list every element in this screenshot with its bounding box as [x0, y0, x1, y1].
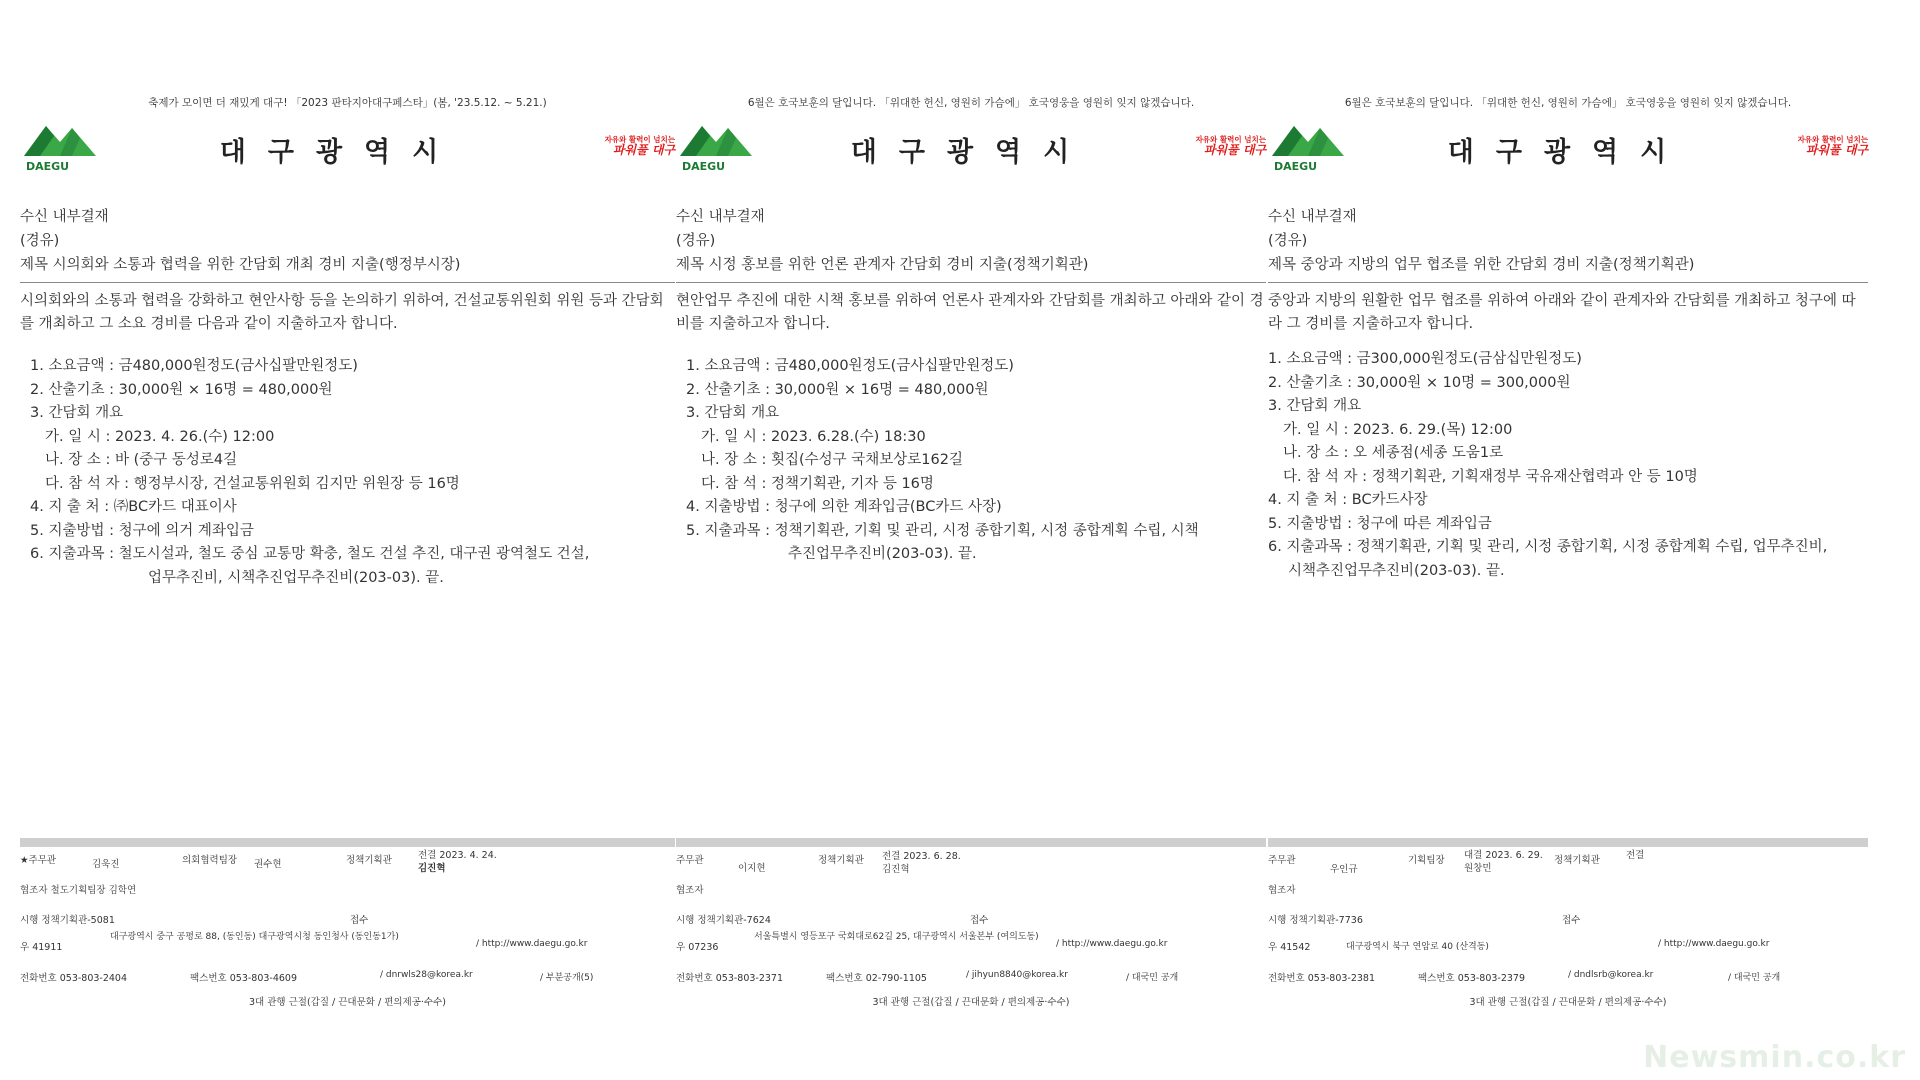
list-item: 4. 지출방법 : 청구에 의한 계좌입금(BC카드 사장)	[686, 499, 1002, 515]
list-item: 4. 지 출 처 : ㈜BC카드 대표이사	[30, 499, 237, 515]
list-item: 다. 참 석 : 정책기획관, 기자 등 16명	[701, 475, 934, 492]
doc-slogan: 6월은 호국보훈의 달입니다. 「위대한 헌신, 영원히 가슴에」 호국영웅을 영원히 잊지 않겠습니다.	[747, 97, 1195, 109]
daegu-logo-icon	[676, 120, 756, 178]
doc-header	[676, 205, 1266, 277]
list-item: 추진업무추진비(203-03). 끝.	[788, 546, 977, 562]
list-item: 가. 일 시 : 2023. 6.28.(수) 18:30	[701, 428, 926, 445]
list-item: 5. 지출방법 : 청구에 따른 계좌입금	[1268, 515, 1492, 532]
list-item: 4. 지 출 처 : BC카드사장	[1268, 492, 1428, 508]
footer-contact: 전화번호 053-803-2381 팩스번호 053-803-2379 / dndlsrb@korea.kr / 대국민 공개	[1268, 970, 1781, 984]
document-3: 6월은 호국보훈의 달입니다. 「위대한 헌신, 영원히 가슴에」 호국영웅을 영원히 잊지 않겠습니다. DAEGU 대구광역시 자유와 활력이 넘치는 파워풀 대구 수신 내부결재 (경유) 제목 중앙과 지방의 업무 협조를 위한 간담회 경비 지출(정책기획관) 중앙과 지방의 원활한 업무 협조를 위하여 아래와 같이 관계자와 간담회를 개최하고 청구에 따라 그 경비를 지출하고자 합니다. 1. 소요금액 : 금300,000원정도(금삼십만원정도) 2. 산출기초 : 30,000원 × 10명 = 300,000원 3. 간담회 개요 가. 일 시 : 2023. 6. 29.(목) 12:00 나. 장 소 : 오 세종점(세종 도움1로 다. 참 석 자 : 정책기획관, 기획재정부 국유재산협력과 안 등 10명 4. 지 출 처 : BC카드사장 5. 지출방법 : 청구에 따른 계좌입금 6. 지출과목 : 정책기획관, 기획 및 관리, 시정 종합기획, 시정 종합계획 수립, 업무추진비, 시책추진업무추진비(203-03). 끝. 주무관 우인규 기획팀장 대결 2023. 6. 29. 원창민 정책기획관 전결 협조자 시행 정책기획관-7736 접수 우 41542 대구광역시 북구 연암로 40 (산격동) / http://www.daegu.go.kr 전화번호 053-803-2381 팩스번호 053-803-2379 / dndlsrb@korea.kr / 대국민 공개 3대 관행 근절(갑질 / 끈대문화 / 편의제공·수수)	[1268, 97, 1868, 1008]
list-item: 나. 장 소 : 횟집(수성구 국채보상로162길	[701, 452, 963, 468]
list-item: 3. 간담회 개요	[30, 405, 124, 421]
doc-body: 시의회와의 소통과 협력을 강화하고 현안사항 등을 논의하기 위하여, 건설교통위원회 위원 등과 간담회를 개최하고 그 소요 경비를 다음과 같이 지출하고자 합니다.	[20, 293, 664, 332]
list-item: 5. 지출과목 : 정책기획관, 기획 및 관리, 시정 종합기획, 시정 종합계획 수립, 시책	[686, 522, 1199, 539]
list-item: 5. 지출방법 : 청구에 의거 계좌입금	[30, 522, 254, 539]
list-item: 1. 소요금액 : 금480,000원정도(금사십팔만원정도)	[30, 358, 358, 374]
recipient: 수신 내부결재	[1268, 209, 1357, 225]
doc-slogan: 6월은 호국보훈의 달입니다. 「위대한 헌신, 영원히 가슴에」 호국영웅을 영원히 잊지 않겠습니다.	[1344, 97, 1792, 109]
slogan-badge: 자유와 활력이 넘치는 파워풀 대구	[1797, 135, 1868, 157]
slogan-badge: 자유와 활력이 넘치는 파워풀 대구	[604, 135, 675, 157]
via: (경유)	[20, 233, 60, 249]
footer-bar	[1268, 838, 1868, 847]
list-item: 2. 산출기초 : 30,000원 × 16명 = 480,000원	[30, 381, 333, 398]
divider	[20, 282, 675, 283]
document-2: 6월은 호국보훈의 달입니다. 「위대한 헌신, 영원히 가슴에」 호국영웅을 영원히 잊지 않겠습니다. DAEGU 대구광역시 자유와 활력이 넘치는 파워풀 대구 수신 내부결재 (경유) 제목 시정 홍보를 위한 언론 관계자 간담회 경비 지출(정책기획관) 현안업무 추진에 대한 시책 홍보를 위하여 언론사 관계자와 간담회를 개최하고 아래와 같이 경비를 지출하고자 합니다. 1. 소요금액 : 금480,000원정도(금사십팔만원정도) 2. 산출기초 : 30,000원 × 16명 = 480,000원 3. 간담회 개요 가. 일 시 : 2023. 6.28.(수) 18:30 나. 장 소 : 횟집(수성구 국채보상로162길 다. 참 석 : 정책기획관, 기자 등 16명 4. 지출방법 : 청구에 의한 계좌입금(BC카드 사장) 5. 지출과목 : 정책기획관, 기획 및 관리, 시정 종합기획, 시정 종합계획 수립, 시책 추진업무추진비(203-03). 끝. 주무관 이지현 정책기획관 전결 2023. 6. 28. 김진혁 협조자 시행 정책기획관-7624 접수 우 07236 서울특별시 영등포구 국회대로62길 25, 대구광역시 서울본부 (여의도동) / http://www.daegu.go.kr 전화번호 053-803-2371 팩스번호 02-790-1105 / jihyun8840@korea.kr / 대국민 공개 3대 관행 근절(갑질 / 끈대문화 / 편의제공·수수)	[676, 0, 1266, 1080]
list-item: 6. 지출과목 : 정책기획관, 기획 및 관리, 시정 종합기획, 시정 종합계획 수립, 업무추진비,	[1268, 539, 1828, 555]
daegu-logo-icon	[1268, 120, 1348, 178]
footer-notice: 3대 관행 근절(갑질 / 끈대문화 / 편의제공·수수)	[248, 997, 446, 1008]
list-item: 다. 참 석 자 : 행정부시장, 건설교통위원회 김지만 위원장 등 16명	[45, 475, 460, 492]
recipient: 수신 내부결재	[20, 209, 109, 225]
list-item: 가. 일 시 : 2023. 4. 26.(수) 12:00	[45, 428, 275, 445]
svg-text:DAEGU: DAEGU	[1274, 160, 1318, 173]
list-item: 3. 간담회 개요	[686, 405, 780, 421]
list-item: 가. 일 시 : 2023. 6. 29.(목) 12:00	[1283, 421, 1513, 438]
list-item: 다. 참 석 자 : 정책기획관, 기획재정부 국유재산협력과 안 등 10명	[1283, 468, 1698, 485]
footer-cooperator: 협조자	[1268, 885, 1296, 896]
doc-header	[20, 205, 675, 277]
subject: 제목 중앙과 지방의 업무 협조를 위한 간담회 경비 지출(정책기획관)	[1268, 257, 1695, 273]
footer-notice: 3대 관행 근절(갑질 / 끈대문화 / 편의제공·수수)	[872, 997, 1070, 1008]
item-list	[1268, 348, 1868, 583]
doc-body: 현안업무 추진에 대한 시책 홍보를 위하여 언론사 관계자와 간담회를 개최하고 아래와 같이 경비를 지출하고자 합니다.	[676, 293, 1264, 332]
slogan-badge: 자유와 활력이 넘치는 파워풀 대구	[1195, 135, 1266, 157]
via: (경유)	[1268, 233, 1308, 249]
footer-enforcement: 시행 정책기획관-7736 접수	[1268, 915, 1581, 926]
doc-slogan: 축제가 모이면 더 재밌게 대구! 「2023 판타지아대구페스타」(봄, '23.5.12. ~ 5.21.)	[148, 97, 547, 109]
doc-header	[1268, 205, 1868, 277]
list-item: 시책추진업무추진비(203-03). 끝.	[1288, 562, 1505, 579]
list-item: 2. 산출기초 : 30,000원 × 16명 = 480,000원	[686, 381, 989, 398]
footer-enforcement: 시행 정책기획관-5081 접수	[20, 915, 369, 926]
doc-title: 대구광역시	[850, 137, 1092, 168]
footer-bar	[20, 838, 675, 847]
list-item: 1. 소요금액 : 금300,000원정도(금삼십만원정도)	[1268, 351, 1582, 367]
document-1: 축제가 모이면 더 재밌게 대구! 「2023 판타지아대구페스타」(봄, '23.5.12. ~ 5.21.) DAEGU 대구광역시 자유와 활력이 넘치는 파워풀 대구 수신 내부결재 (경유) 제목 시의회와 소통과 협력을 위한 간담회 개최 경비 지출(행정부시장) 시의회와의 소통과 협력을 강화하고 현안사항 등을 논의하기 위하여, 건설교통위원회 위원 등과 간담회를 개최하고 그 소요 경비를 다음과 같이 지출하고자 합니다. 1. 소요금액 : 금480,000원정도(금사십팔만원정도) 2. 산출기초 : 30,000원 × 16명 = 480,000원 3. 간담회 개요 가. 일 시 : 2023. 4. 26.(수) 12:00 나. 장 소 : 바 (중구 동성로4길 다. 참 석 자 : 행정부시장, 건설교통위원회 김지만 위원장 등 16명 4. 지 출 처 : ㈜BC카드 대표이사 5. 지출방법 : 청구에 의거 계좌입금 6. 지출과목 : 철도시설과, 철도 중심 교통망 확충, 철도 건설 추진, 대구권 광역철도 건설, 업무추진비, 시책추진업무추진비(203-03). 끝. ★주무관 김욱진 의회협력팀장 권수현 정책기획관 전결 2023. 4. 24. 김진혁 협조자 철도기획팀장 김학연 시행 정책기획관-5081 접수 우 41911 대구광역시 중구 공평로 88, (동인동) 대구광역시청 동인청사 (동인동1가) / http://www.daegu.go.kr 전화번호 053-803-2404 팩스번호 053-803-4609 / dnrwls28@korea.kr / 부분공개(5) 3대 관행 근절(갑질 / 끈대문화 / 편의제공·수수)	[20, 0, 675, 1080]
doc-body: 중앙과 지방의 원활한 업무 협조를 위하여 아래와 같이 관계자와 간담회를 개최하고 청구에 따라 그 경비를 지출하고자 합니다.	[1268, 293, 1856, 332]
footer-contact: 전화번호 053-803-2404 팩스번호 053-803-4609 / dnrwls28@korea.kr / 부분공개(5)	[20, 970, 594, 984]
list-item: 1. 소요금액 : 금480,000원정도(금사십팔만원정도)	[686, 358, 1014, 374]
watermark: Newsmin.co.kr	[1643, 1040, 1906, 1075]
footer-enforcement: 시행 정책기획관-7624 접수	[676, 915, 989, 926]
divider	[676, 282, 1266, 283]
daegu-logo-icon	[20, 120, 100, 178]
footer-notice: 3대 관행 근절(갑질 / 끈대문화 / 편의제공·수수)	[1469, 997, 1667, 1008]
footer-bar	[676, 838, 1266, 847]
svg-text:DAEGU: DAEGU	[682, 160, 726, 173]
list-item: 나. 장 소 : 오 세종점(세종 도움1로	[1283, 445, 1504, 461]
recipient: 수신 내부결재	[676, 209, 765, 225]
subject: 제목 시의회와 소통과 협력을 위한 간담회 개최 경비 지출(행정부시장)	[20, 257, 461, 273]
list-item: 업무추진비, 시책추진업무추진비(203-03). 끝.	[148, 569, 444, 586]
list-item: 6. 지출과목 : 철도시설과, 철도 중심 교통망 확충, 철도 건설 추진, 대구권 광역철도 건설,	[30, 546, 590, 562]
list-item: 2. 산출기초 : 30,000원 × 10명 = 300,000원	[1268, 374, 1571, 391]
footer-contact: 전화번호 053-803-2371 팩스번호 02-790-1105 / jihyun8840@korea.kr / 대국민 공개	[676, 970, 1179, 984]
item-list	[30, 355, 685, 590]
via: (경유)	[676, 233, 716, 249]
doc-title: 대구광역시	[1447, 137, 1689, 168]
list-item: 3. 간담회 개요	[1268, 398, 1362, 414]
footer-cooperator: 협조자	[676, 885, 704, 896]
divider	[1268, 282, 1868, 283]
item-list	[686, 355, 1276, 567]
doc-title: 대구광역시	[219, 137, 461, 168]
list-item: 나. 장 소 : 바 (중구 동성로4길	[45, 452, 238, 468]
svg-text:DAEGU: DAEGU	[26, 160, 70, 173]
footer-cooperator: 협조자 철도기획팀장 김학연	[20, 885, 137, 896]
subject: 제목 시정 홍보를 위한 언론 관계자 간담회 경비 지출(정책기획관)	[676, 257, 1089, 273]
